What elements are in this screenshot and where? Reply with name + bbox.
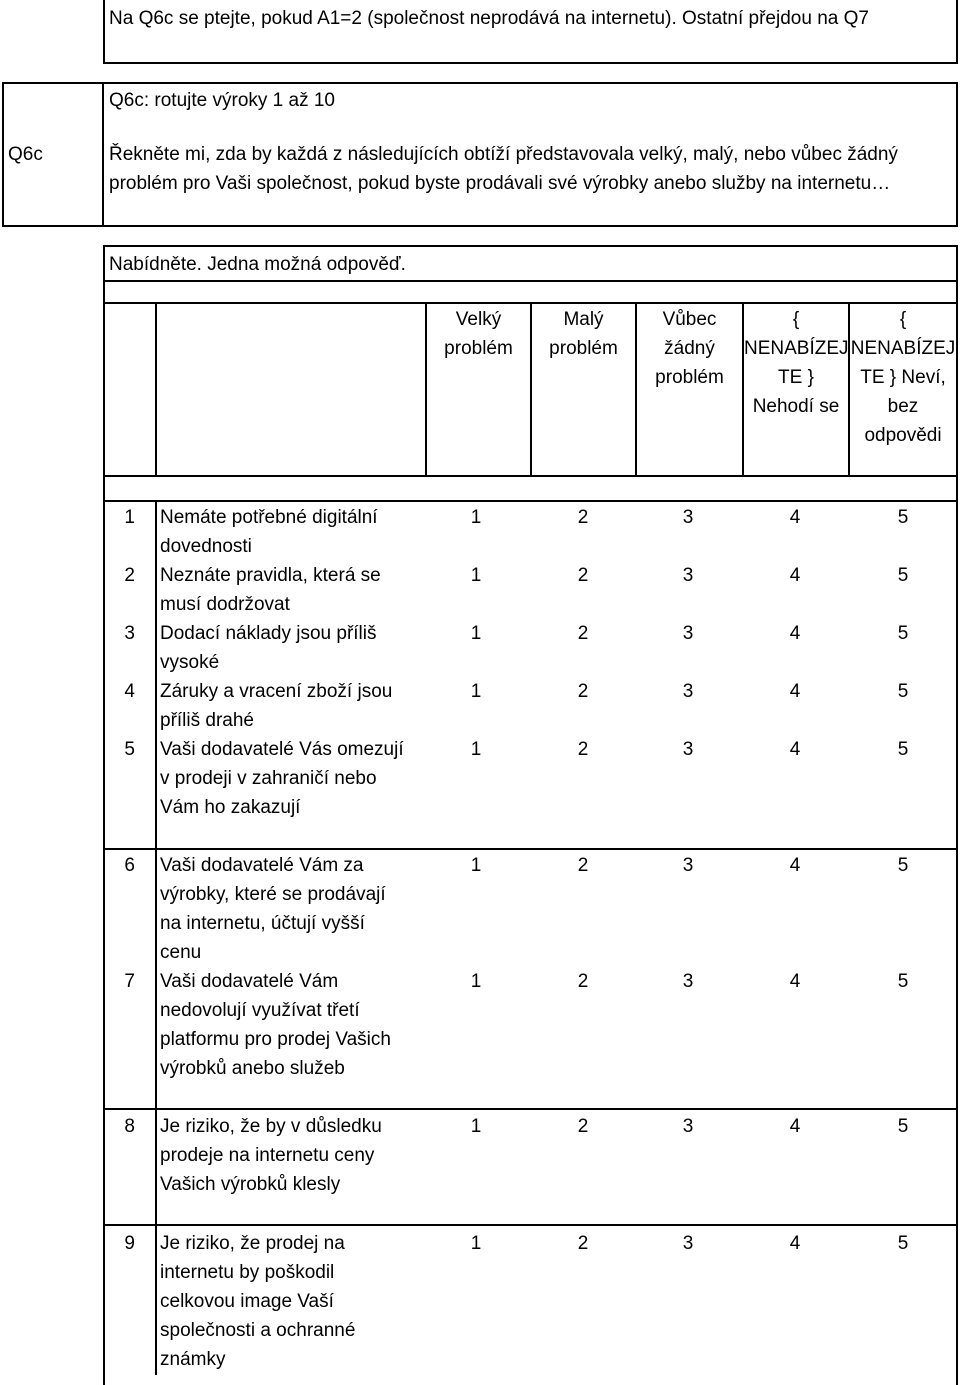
column-header-not-applicable: { NENABÍZEJ TE } Nehodí se xyxy=(744,309,849,417)
code-not-applicable[interactable]: 4 xyxy=(789,739,801,760)
code-small-problem[interactable]: 2 xyxy=(577,507,589,528)
code-big-problem[interactable]: 1 xyxy=(470,565,482,586)
header-top-line xyxy=(103,302,958,304)
group-separator-1 xyxy=(103,848,958,850)
row-label: Nemáte potřebné digitální dovednosti xyxy=(160,507,378,557)
row-label: Dodací náklady jsou příliš vysoké xyxy=(160,623,377,673)
code-not-applicable[interactable]: 4 xyxy=(789,971,801,992)
code-small-problem[interactable]: 2 xyxy=(577,565,589,586)
code-small-problem[interactable]: 2 xyxy=(577,739,589,760)
question-box-divider xyxy=(102,82,104,227)
row-number: 5 xyxy=(124,739,135,760)
question-text-line1: Řekněte mi, zda by každá z následujících obtíží představovala velký, malý, nebo vůbec žádný xyxy=(109,144,898,165)
question-code: Q6c xyxy=(8,144,43,165)
code-dont-know[interactable]: 5 xyxy=(897,681,909,702)
code-no-problem[interactable]: 3 xyxy=(682,855,694,876)
code-small-problem[interactable]: 2 xyxy=(577,681,589,702)
code-not-applicable[interactable]: 4 xyxy=(789,855,801,876)
code-big-problem[interactable]: 1 xyxy=(470,855,482,876)
row-number: 9 xyxy=(124,1233,135,1254)
row-number: 8 xyxy=(124,1116,135,1137)
code-small-problem[interactable]: 2 xyxy=(577,971,589,992)
filter-instruction: Na Q6c se ptejte, pokud A1=2 (společnost neprodává na internetu). Ostatní přejdou na Q7 xyxy=(109,8,869,29)
row-label: Vaši dodavatelé Vám za výrobky, které se prodávají na internetu, účtují vyšší cenu xyxy=(160,855,386,963)
code-not-applicable[interactable]: 4 xyxy=(789,507,801,528)
code-dont-know[interactable]: 5 xyxy=(897,565,909,586)
code-not-applicable[interactable]: 4 xyxy=(789,1116,801,1137)
question-text-line2: problém pro Vaši společnost, pokud byste prodávali své výrobky anebo služby na internetu… xyxy=(109,173,891,194)
rows-top-line xyxy=(103,500,958,502)
row-number: 1 xyxy=(124,507,135,528)
code-dont-know[interactable]: 5 xyxy=(897,739,909,760)
row-number: 3 xyxy=(124,623,135,644)
code-no-problem[interactable]: 3 xyxy=(682,1233,694,1254)
header-bottom-line xyxy=(103,475,958,477)
column-header-no-problem: Vůbec žádný problém xyxy=(655,309,724,388)
row-number: 7 xyxy=(124,971,135,992)
code-not-applicable[interactable]: 4 xyxy=(789,623,801,644)
code-dont-know[interactable]: 5 xyxy=(897,1116,909,1137)
row-label: Záruky a vracení zboží jsou příliš drahé xyxy=(160,681,393,731)
code-big-problem[interactable]: 1 xyxy=(470,623,482,644)
column-header-small-problem: Malý problém xyxy=(549,309,618,359)
row-label: Vaši dodavatelé Vám nedovolují využívat třetí platformu pro prodej Vašich výrobků anebo služeb xyxy=(160,971,391,1079)
code-not-applicable[interactable]: 4 xyxy=(789,681,801,702)
code-big-problem[interactable]: 1 xyxy=(470,971,482,992)
code-small-problem[interactable]: 2 xyxy=(577,855,589,876)
header-num-divider xyxy=(155,302,157,475)
row-label: Je riziko, že by v důsledku prodeje na internetu ceny Vašich výrobků klesly xyxy=(160,1116,382,1195)
code-dont-know[interactable]: 5 xyxy=(897,1233,909,1254)
code-dont-know[interactable]: 5 xyxy=(897,507,909,528)
code-no-problem[interactable]: 3 xyxy=(682,623,694,644)
group-separator-2 xyxy=(103,1108,958,1110)
code-big-problem[interactable]: 1 xyxy=(470,681,482,702)
code-no-problem[interactable]: 3 xyxy=(682,681,694,702)
row-number: 4 xyxy=(124,681,135,702)
prompt-instruction: Nabídněte. Jedna možná odpověď. xyxy=(109,254,406,275)
row-label: Je riziko, že prodej na internetu by poškodil celkovou image Vaší společnosti a ochranné známky xyxy=(160,1233,356,1370)
column-header-big-problem: Velký problém xyxy=(444,309,513,359)
row-label: Neznáte pravidla, která se musí dodržovat xyxy=(160,565,381,615)
row-label: Vaši dodavatelé Vás omezují v prodeji v zahraničí nebo Vám ho zakazují xyxy=(160,739,404,818)
code-dont-know[interactable]: 5 xyxy=(897,623,909,644)
row-number: 2 xyxy=(124,565,135,586)
rotate-instruction: Q6c: rotujte výroky 1 až 10 xyxy=(109,90,335,111)
code-small-problem[interactable]: 2 xyxy=(577,1233,589,1254)
code-small-problem[interactable]: 2 xyxy=(577,623,589,644)
code-dont-know[interactable]: 5 xyxy=(897,855,909,876)
group-separator-3 xyxy=(103,1224,958,1226)
code-not-applicable[interactable]: 4 xyxy=(789,1233,801,1254)
code-big-problem[interactable]: 1 xyxy=(470,507,482,528)
code-no-problem[interactable]: 3 xyxy=(682,739,694,760)
code-big-problem[interactable]: 1 xyxy=(470,739,482,760)
code-no-problem[interactable]: 3 xyxy=(682,507,694,528)
code-big-problem[interactable]: 1 xyxy=(470,1233,482,1254)
row-number: 6 xyxy=(124,855,135,876)
column-header-dont-know: { NENABÍZEJ TE } Neví, bez odpovědi xyxy=(850,309,956,446)
code-big-problem[interactable]: 1 xyxy=(470,1116,482,1137)
code-not-applicable[interactable]: 4 xyxy=(789,565,801,586)
code-small-problem[interactable]: 2 xyxy=(577,1116,589,1137)
code-no-problem[interactable]: 3 xyxy=(682,565,694,586)
rows-num-divider xyxy=(155,500,157,1375)
code-dont-know[interactable]: 5 xyxy=(897,971,909,992)
prompt-divider xyxy=(103,280,958,282)
code-no-problem[interactable]: 3 xyxy=(682,971,694,992)
code-no-problem[interactable]: 3 xyxy=(682,1116,694,1137)
